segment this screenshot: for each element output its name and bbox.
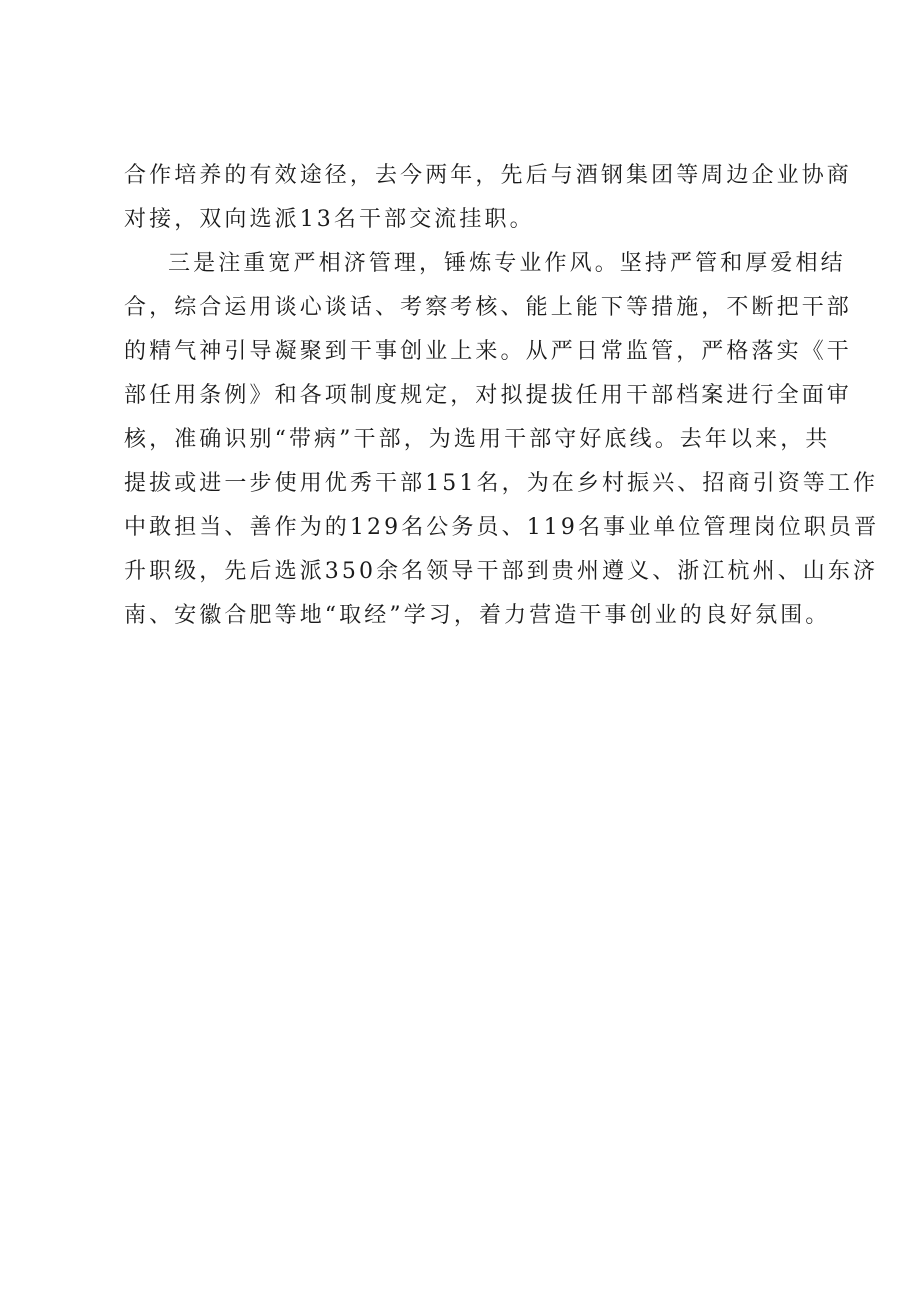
paragraph-2-line-9: 南、安徽合肥等地“取经”学习，着力营造干事创业的良好氛围。	[124, 603, 831, 628]
paragraph-2-line-2: 合，综合运用谈心谈话、考察考核、能上能下等措施，不断把干部	[124, 295, 852, 320]
body-text	[124, 154, 880, 638]
paragraph-2-line-8: 升职级，先后选派350余名领导干部到贵州遵义、浙江杭州、山东济	[124, 559, 879, 584]
paragraph-2-line-1: 三是注重宽严相济管理，锤炼专业作风。坚持严管和厚爱相结	[168, 251, 846, 276]
paragraph-2-line-3: 的精气神引导凝聚到干事创业上来。从严日常监管，严格落实《干	[124, 339, 852, 364]
paragraph-2-line-7: 中敢担当、善作为的129名公务员、119名事业单位管理岗位职员晋	[124, 515, 880, 540]
paragraph-1-line-2: 对接，双向选派13名干部交流挂职。	[124, 207, 535, 232]
paragraph-2-line-4: 部任用条例》和各项制度规定，对拟提拔任用干部档案进行全面审	[124, 383, 852, 408]
paragraph-2-line-5: 核，准确识别“带病”干部，为选用干部守好底线。去年以来，共	[124, 427, 831, 452]
paragraph-2-line-6: 提拔或进一步使用优秀干部151名，为在乡村振兴、招商引资等工作	[124, 471, 879, 496]
paragraph-1-line-1: 合作培养的有效途径，去今两年，先后与酒钢集团等周边企业协商	[124, 163, 852, 188]
